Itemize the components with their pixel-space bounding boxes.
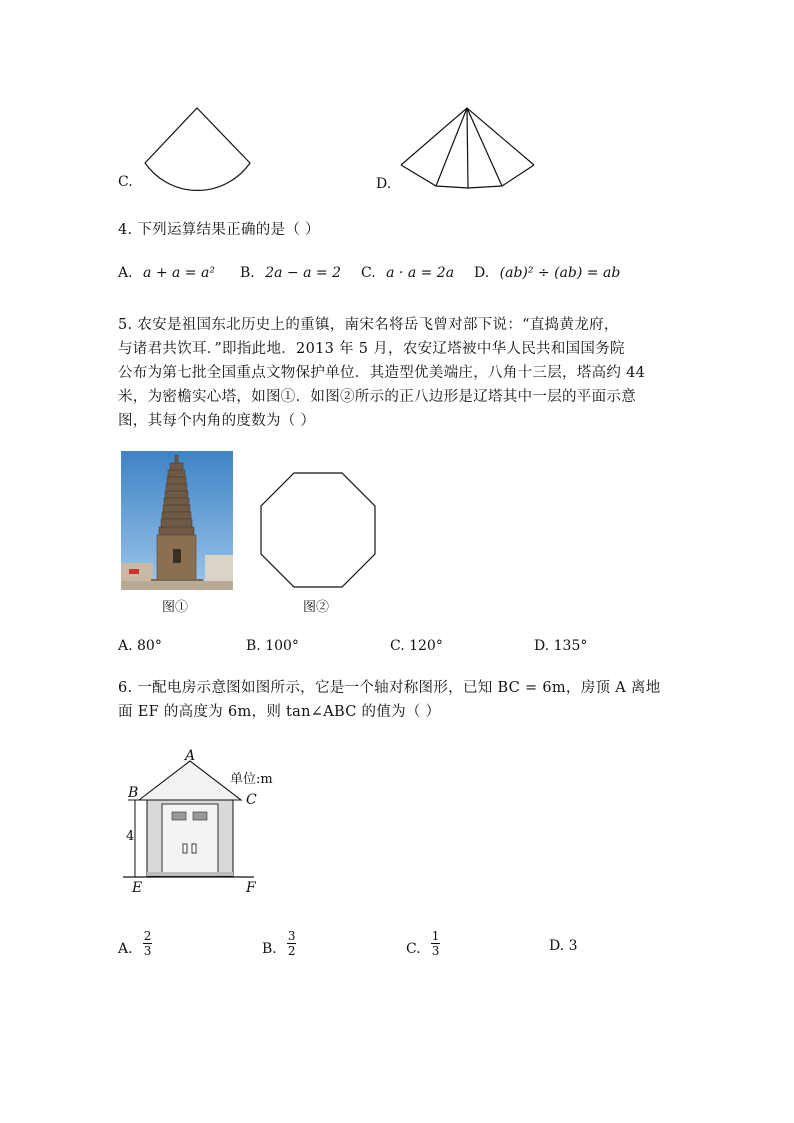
fraction-numerator: 3 (287, 929, 296, 943)
q3-option-d-label: D. (376, 176, 392, 192)
q4-option-a-expr: a + a = a² (143, 265, 215, 281)
sector-figure (140, 100, 260, 195)
q4-option-d-label: D. (474, 265, 490, 281)
q5-option-b: B. 100° (246, 638, 299, 654)
q4-option-a-label: A. (118, 265, 133, 281)
pagoda-photo (121, 451, 233, 590)
q6-line-1: 6. 一配电房示意图如图所示，它是一个轴对称图形，已知 BC = 6m，房顶 A 离地 (118, 680, 661, 696)
q4-option-b (240, 265, 341, 281)
q6-option-b-label: B. (262, 941, 277, 957)
q6-option-c-label: C. (406, 941, 421, 957)
q5-line-4: 米，为密檐实心塔，如图①．如图②所示的正八边形是辽塔其中一层的平面示意 (118, 389, 636, 405)
q4-option-d (474, 265, 620, 281)
q5-option-c: C. 120° (390, 638, 443, 654)
q6-option-a-fraction (143, 930, 152, 957)
point-a-label: A (185, 748, 196, 764)
fig2-caption: 图② (303, 600, 330, 615)
point-f-label: F (246, 880, 256, 896)
point-c-label: C (246, 792, 257, 808)
q3-option-c-label: C. (118, 174, 133, 190)
q4-option-a (118, 265, 215, 281)
fraction-numerator: 1 (431, 929, 440, 943)
q4-option-c-expr: a · a = 2a (386, 265, 455, 281)
fraction-denominator: 3 (143, 944, 152, 958)
q6-option-c (406, 930, 440, 957)
q5-option-a: A. 80° (118, 638, 162, 654)
fraction-numerator: 2 (143, 929, 152, 943)
q5-line-1: 5. 农安是祖国东北历史上的重镇，南宋名将岳飞曾对部下说：“直捣黄龙府， (118, 317, 619, 333)
octagon-figure (258, 470, 378, 590)
pyramid-figure (398, 100, 538, 195)
q6-option-c-fraction (431, 930, 440, 957)
height-dimension: 4 (126, 829, 135, 844)
q4-option-c-label: C. (361, 265, 376, 281)
q4-stem: 4. 下列运算结果正确的是（ ） (118, 222, 320, 238)
q5-line-3: 公布为第七批全国重点文物保护单位．其造型优美端庄，八角十三层，塔高约 44 (118, 365, 646, 381)
q4-option-d-expr: (ab)² ÷ (ab) = ab (499, 265, 621, 281)
q6-option-b (262, 930, 296, 957)
fraction-denominator: 3 (431, 944, 440, 958)
point-b-label: B (128, 785, 139, 801)
q6-option-a-label: A. (118, 941, 133, 957)
q4-option-b-expr: 2a − a = 2 (265, 265, 341, 281)
unit-label: 单位:m (230, 772, 273, 787)
q4-option-b-label: B. (240, 265, 255, 281)
q5-line-2: 与诸君共饮耳．”即指此地．2013 年 5 月，农安辽塔被中华人民共和国国务院 (118, 341, 625, 357)
q6-option-d: D. 3 (549, 938, 578, 954)
q6-line-2: 面 EF 的高度为 6m，则 tan∠ABC 的值为（ ） (118, 704, 441, 720)
q6-option-b-fraction (287, 930, 296, 957)
fraction-denominator: 2 (287, 944, 296, 958)
point-e-label: E (132, 880, 143, 896)
q4-option-c (361, 265, 454, 281)
q5-line-5: 图，其每个内角的度数为（ ） (118, 413, 316, 429)
q5-option-d: D. 135° (534, 638, 588, 654)
fig1-caption: 图① (162, 600, 189, 615)
q6-option-a (118, 930, 152, 957)
